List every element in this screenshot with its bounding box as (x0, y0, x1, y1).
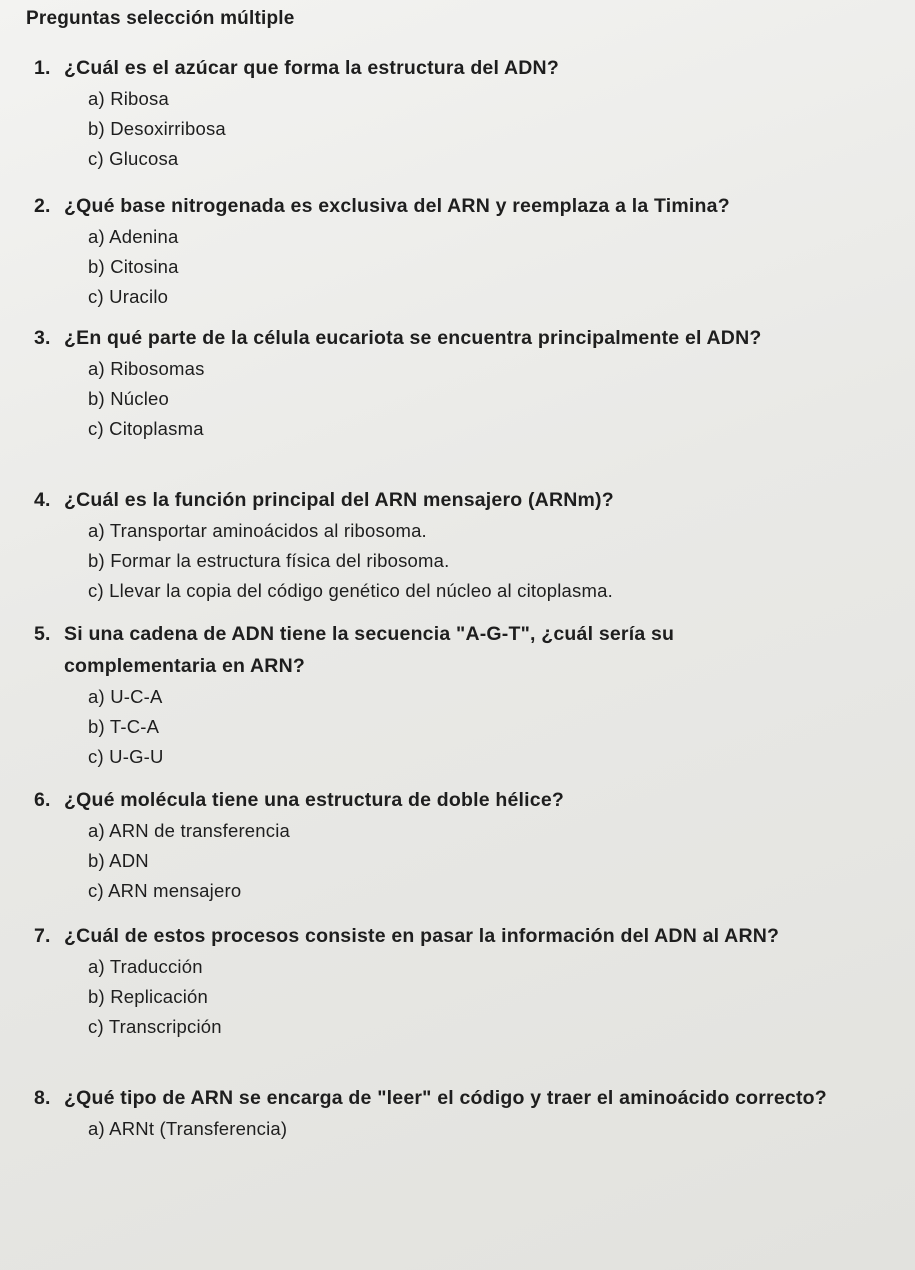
question-number: 4. (34, 489, 51, 511)
option-b: b) Formar la estructura física del ribosoma. (88, 550, 450, 571)
options-list (34, 816, 894, 906)
question-2 (34, 190, 894, 312)
question-8 (34, 1082, 894, 1144)
question-prompt: ¿Cuál es la función principal del ARN mensajero (ARNm)? (64, 489, 614, 511)
question-text (34, 784, 894, 816)
option-b: b) Citosina (88, 256, 179, 277)
question-text (34, 52, 894, 84)
question-1 (34, 52, 894, 174)
option-b: b) Replicación (88, 986, 209, 1007)
question-number: 7. (34, 925, 51, 947)
option-b: b) Desoxirribosa (88, 118, 226, 139)
question-text (34, 618, 824, 682)
question-number: 5. (34, 623, 51, 645)
option-a: a) Transportar aminoácidos al ribosoma. (88, 520, 427, 541)
option-c: c) Llevar la copia del código genético del núcleo al citoplasma. (88, 580, 613, 601)
question-prompt: Si una cadena de ADN tiene la secuencia "A-G-T", ¿cuál sería su complementaria en ARN? (64, 623, 675, 677)
option-a: a) Ribosomas (88, 358, 205, 379)
option-c: c) U-G-U (88, 746, 164, 767)
options-list (34, 1114, 894, 1144)
question-text (34, 1082, 904, 1114)
options-list (34, 516, 894, 606)
option-b: b) ADN (88, 850, 149, 871)
question-number: 8. (34, 1087, 51, 1109)
question-number: 3. (34, 327, 51, 349)
question-prompt: ¿Qué molécula tiene una estructura de doble hélice? (64, 789, 564, 811)
page-title: Preguntas selección múltiple (26, 8, 295, 29)
options-list (34, 84, 894, 174)
option-a: a) ARNt (Transferencia) (88, 1118, 288, 1139)
option-a: a) Traducción (88, 956, 203, 977)
option-b: b) Núcleo (88, 388, 169, 409)
question-prompt: ¿En qué parte de la célula eucariota se encuentra principalmente el ADN? (64, 327, 762, 349)
question-number: 1. (34, 57, 51, 79)
question-5 (34, 618, 894, 772)
options-list (34, 682, 894, 772)
question-prompt: ¿Cuál es el azúcar que forma la estructura del ADN? (64, 57, 559, 79)
question-number: 6. (34, 789, 51, 811)
option-c: c) ARN mensajero (88, 880, 242, 901)
option-a: a) ARN de transferencia (88, 820, 291, 841)
question-text (34, 920, 884, 952)
question-7 (34, 920, 894, 1042)
question-6 (34, 784, 894, 906)
options-list (34, 354, 894, 444)
question-text (34, 484, 894, 516)
question-text (34, 190, 894, 222)
question-prompt: ¿Qué base nitrogenada es exclusiva del ARN y reemplaza a la Timina? (64, 195, 730, 217)
option-a: a) Adenina (88, 226, 179, 247)
option-a: a) U-C-A (88, 686, 163, 707)
question-prompt: ¿Qué tipo de ARN se encarga de "leer" el código y traer el aminoácido correcto? (64, 1087, 827, 1109)
option-c: c) Glucosa (88, 148, 179, 169)
option-b: b) T-C-A (88, 716, 160, 737)
option-c: c) Uracilo (88, 286, 169, 307)
question-4 (34, 484, 894, 606)
option-c: c) Citoplasma (88, 418, 204, 439)
question-number: 2. (34, 195, 51, 217)
question-3 (34, 322, 894, 444)
options-list (34, 222, 894, 312)
question-prompt: ¿Cuál de estos procesos consiste en pasar la información del ADN al ARN? (64, 925, 780, 947)
question-text (34, 322, 854, 354)
option-c: c) Transcripción (88, 1016, 222, 1037)
options-list (34, 952, 894, 1042)
option-a: a) Ribosa (88, 88, 169, 109)
